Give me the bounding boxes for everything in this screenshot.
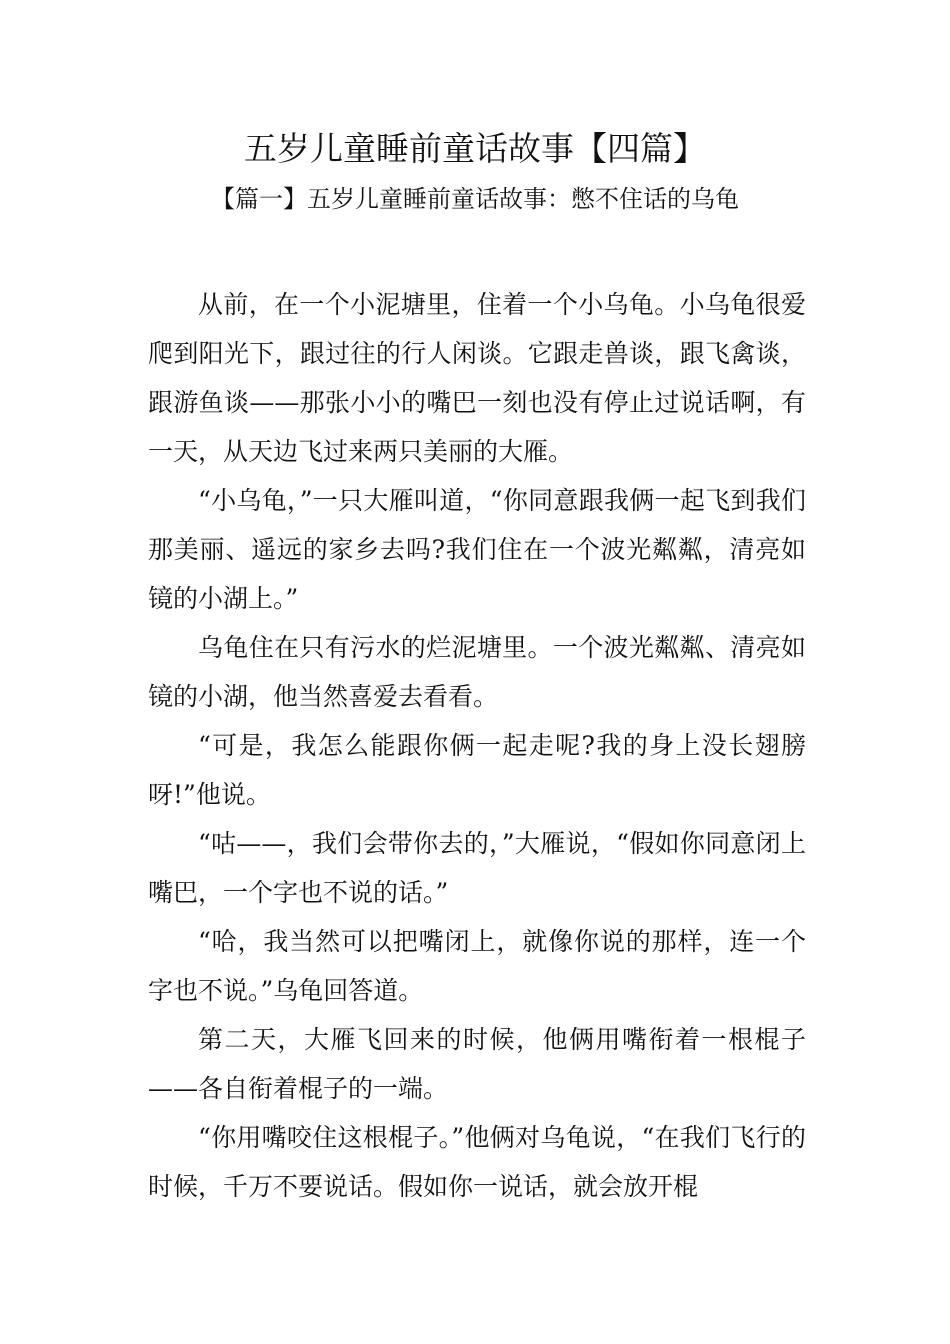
paragraph: “可是，我怎么能跟你俩一起走呢?我的身上没长翅膀呀!”他说。 (148, 731, 806, 809)
paragraph: “你用嘴咬住这根棍子。”他俩对乌龟说，“在我们飞行的时候，千万不要说话。假如你一说话，就会放开棍 (148, 1123, 806, 1201)
paragraph: 第二天，大雁飞回来的时候，他俩用嘴衔着一根棍子——各自衔着棍子的一端。 (148, 1025, 806, 1103)
paragraph: “咕——，我们会带你去的，”大雁说，“假如你同意闭上嘴巴，一个字也不说的话。” (148, 829, 806, 907)
paragraph: 从前，在一个小泥塘里，住着一个小乌龟。小乌龟很爱爬到阳光下，跟过往的行人闲谈。它跟走兽谈，跟飞禽谈，跟游鱼谈——那张小小的嘴巴一刻也没有停止过说话啊，有一天，从天边飞过来两只美丽的大雁。 (148, 290, 806, 466)
paragraph: “哈，我当然可以把嘴闭上，就像你说的那样，连一个字也不说。”乌龟回答道。 (148, 927, 806, 1005)
paragraph: “小乌龟，”一只大雁叫道，“你同意跟我俩一起飞到我们那美丽、遥远的家乡去吗?我们住在一个波光粼粼，清亮如镜的小湖上。” (148, 486, 806, 613)
document-title: 五岁儿童睡前童话故事【四篇】 (244, 129, 706, 168)
document-subtitle: 【篇一】五岁儿童睡前童话故事：憋不住话的乌龟 (211, 185, 739, 213)
paragraph: 乌龟住在只有污水的烂泥塘里。一个波光粼粼、清亮如镜的小湖，他当然喜爱去看看。 (148, 633, 806, 711)
story-body (148, 280, 806, 1211)
